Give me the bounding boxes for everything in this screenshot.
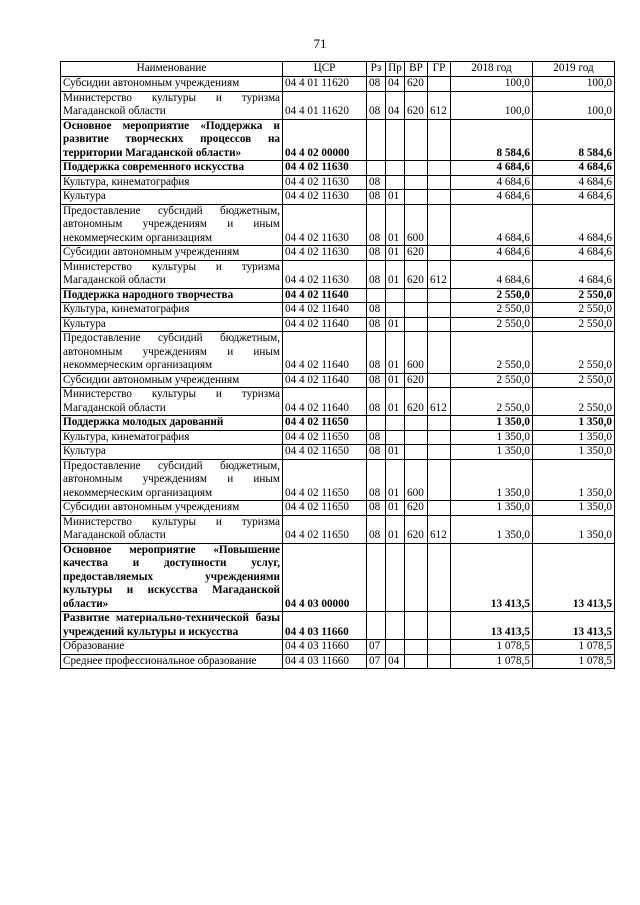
cell-vr [405, 416, 428, 431]
cell-pr: 04 [386, 654, 405, 669]
cell-gr [428, 175, 451, 190]
cell-gr: 612 [428, 91, 451, 119]
cell-name: Культура, кинематография [61, 175, 283, 190]
table-row [61, 373, 615, 388]
cell-rz: 08 [367, 175, 386, 190]
cell-vr: 620 [405, 246, 428, 261]
cell-csr: 04 4 02 11640 [283, 373, 367, 388]
cell-csr: 04 4 02 11640 [283, 288, 367, 303]
cell-pr [386, 161, 405, 176]
cell-gr [428, 204, 451, 246]
cell-vr: 600 [405, 459, 428, 501]
cell-2019: 4 684,6 [533, 204, 615, 246]
cell-gr [428, 332, 451, 374]
cell-2019: 4 684,6 [533, 175, 615, 190]
cell-csr: 04 4 02 11650 [283, 430, 367, 445]
cell-pr: 01 [386, 515, 405, 543]
cell-csr: 04 4 02 11630 [283, 204, 367, 246]
cell-vr [405, 445, 428, 460]
cell-rz [367, 119, 386, 161]
cell-vr: 620 [405, 91, 428, 119]
cell-2019: 8 584,6 [533, 119, 615, 161]
cell-pr [386, 175, 405, 190]
table-row [61, 119, 615, 161]
cell-rz [367, 416, 386, 431]
cell-pr: 01 [386, 459, 405, 501]
cell-name: Субсидии автономным учреждениям [61, 373, 283, 388]
page-number: 71 [313, 36, 327, 51]
cell-2018: 4 684,6 [451, 175, 533, 190]
header-vr: ВР [405, 62, 428, 77]
header-name: Наименование [61, 62, 283, 77]
cell-pr [386, 303, 405, 318]
table-row [61, 246, 615, 261]
cell-rz: 08 [367, 303, 386, 318]
header-2019: 2019 год [533, 62, 615, 77]
header-rz: Рз [367, 62, 386, 77]
cell-gr [428, 654, 451, 669]
cell-name: Министерство культуры и туризма Магаданской области [61, 91, 283, 119]
cell-2019: 4 684,6 [533, 161, 615, 176]
cell-name: Поддержка современного искусства [61, 161, 283, 176]
cell-2019: 1 350,0 [533, 430, 615, 445]
cell-2019: 4 684,6 [533, 260, 615, 288]
cell-gr [428, 77, 451, 92]
cell-vr [405, 654, 428, 669]
cell-rz: 08 [367, 260, 386, 288]
cell-rz [367, 612, 386, 640]
table-row [61, 445, 615, 460]
table-row [61, 612, 615, 640]
cell-csr: 04 4 03 00000 [283, 543, 367, 612]
cell-2019: 1 350,0 [533, 459, 615, 501]
cell-gr [428, 119, 451, 161]
cell-vr [405, 303, 428, 318]
cell-2019: 2 550,0 [533, 373, 615, 388]
cell-pr: 04 [386, 91, 405, 119]
cell-gr [428, 445, 451, 460]
cell-name: Министерство культуры и туризма Магаданской области [61, 260, 283, 288]
cell-pr [386, 119, 405, 161]
cell-rz: 08 [367, 190, 386, 205]
cell-vr [405, 612, 428, 640]
cell-2019: 1 350,0 [533, 416, 615, 431]
cell-2018: 1 350,0 [451, 430, 533, 445]
cell-2018: 1 350,0 [451, 445, 533, 460]
cell-2018: 100,0 [451, 91, 533, 119]
cell-pr: 01 [386, 246, 405, 261]
cell-rz: 07 [367, 640, 386, 655]
cell-rz: 08 [367, 430, 386, 445]
cell-name: Образование [61, 640, 283, 655]
cell-pr [386, 543, 405, 612]
cell-csr: 04 4 02 11640 [283, 388, 367, 416]
cell-gr [428, 501, 451, 516]
cell-rz: 08 [367, 204, 386, 246]
cell-2019: 4 684,6 [533, 190, 615, 205]
cell-vr: 620 [405, 515, 428, 543]
cell-name: Предоставление субсидий бюджетным, автономным учреждениям и иным некоммерческим организациям [61, 459, 283, 501]
cell-rz: 08 [367, 459, 386, 501]
cell-pr: 01 [386, 317, 405, 332]
table-row [61, 303, 615, 318]
cell-2019: 100,0 [533, 91, 615, 119]
cell-pr: 04 [386, 77, 405, 92]
cell-gr [428, 543, 451, 612]
header-csr: ЦСР [283, 62, 367, 77]
cell-rz: 08 [367, 332, 386, 374]
cell-2018: 2 550,0 [451, 373, 533, 388]
cell-2019: 2 550,0 [533, 317, 615, 332]
cell-name: Культура [61, 445, 283, 460]
table-row [61, 654, 615, 669]
cell-2019: 1 350,0 [533, 501, 615, 516]
cell-name: Поддержка молодых дарований [61, 416, 283, 431]
cell-rz [367, 288, 386, 303]
cell-pr [386, 640, 405, 655]
cell-csr: 04 4 02 11650 [283, 515, 367, 543]
cell-name: Культура, кинематография [61, 303, 283, 318]
cell-2019: 13 413,5 [533, 612, 615, 640]
cell-csr: 04 4 02 11650 [283, 459, 367, 501]
cell-csr: 04 4 02 11640 [283, 332, 367, 374]
table-row [61, 161, 615, 176]
cell-2019: 2 550,0 [533, 332, 615, 374]
cell-2018: 2 550,0 [451, 288, 533, 303]
cell-name: Министерство культуры и туризма Магаданской области [61, 388, 283, 416]
cell-pr: 01 [386, 190, 405, 205]
cell-csr: 04 4 02 11630 [283, 175, 367, 190]
cell-name: Основное мероприятие «Повышение качества и доступности услуг, предоставляемых учреждениями культуры и искусства Магаданской области» [61, 543, 283, 612]
cell-2018: 2 550,0 [451, 388, 533, 416]
table-row [61, 332, 615, 374]
cell-csr: 04 4 02 11650 [283, 501, 367, 516]
cell-vr: 620 [405, 77, 428, 92]
cell-csr: 04 4 03 11660 [283, 640, 367, 655]
cell-vr [405, 543, 428, 612]
cell-rz: 08 [367, 91, 386, 119]
cell-rz: 08 [367, 373, 386, 388]
cell-rz [367, 543, 386, 612]
cell-2019: 4 684,6 [533, 246, 615, 261]
cell-vr: 620 [405, 373, 428, 388]
cell-rz: 08 [367, 317, 386, 332]
cell-name: Культура, кинематография [61, 430, 283, 445]
cell-vr: 620 [405, 260, 428, 288]
cell-csr: 04 4 02 11630 [283, 246, 367, 261]
cell-gr [428, 459, 451, 501]
cell-name: Культура [61, 190, 283, 205]
table-row [61, 430, 615, 445]
cell-pr [386, 288, 405, 303]
cell-2018: 4 684,6 [451, 260, 533, 288]
cell-rz: 07 [367, 654, 386, 669]
cell-2018: 4 684,6 [451, 190, 533, 205]
cell-name: Министерство культуры и туризма Магаданской области [61, 515, 283, 543]
cell-rz: 08 [367, 515, 386, 543]
cell-name: Поддержка народного творчества [61, 288, 283, 303]
table-row [61, 204, 615, 246]
cell-gr: 612 [428, 260, 451, 288]
table-row [61, 77, 615, 92]
cell-gr [428, 373, 451, 388]
table-row [61, 260, 615, 288]
cell-gr: 612 [428, 388, 451, 416]
cell-2019: 2 550,0 [533, 388, 615, 416]
cell-vr [405, 161, 428, 176]
cell-vr [405, 317, 428, 332]
cell-vr: 620 [405, 501, 428, 516]
cell-name: Предоставление субсидий бюджетным, автономным учреждениям и иным некоммерческим организациям [61, 204, 283, 246]
cell-pr: 01 [386, 501, 405, 516]
cell-2018: 4 684,6 [451, 204, 533, 246]
cell-name: Развитие материально-технической базы учреждений культуры и искусства [61, 612, 283, 640]
cell-csr: 04 4 02 11630 [283, 161, 367, 176]
table-row [61, 317, 615, 332]
cell-2018: 1 078,5 [451, 640, 533, 655]
cell-gr [428, 416, 451, 431]
cell-2018: 2 550,0 [451, 332, 533, 374]
cell-rz: 08 [367, 501, 386, 516]
cell-2019: 2 550,0 [533, 288, 615, 303]
cell-2019: 2 550,0 [533, 303, 615, 318]
cell-2018: 1 350,0 [451, 416, 533, 431]
cell-name: Предоставление субсидий бюджетным, автономным учреждениям и иным некоммерческим организациям [61, 332, 283, 374]
cell-2019: 1 350,0 [533, 445, 615, 460]
cell-gr: 612 [428, 515, 451, 543]
table-row [61, 175, 615, 190]
cell-2018: 1 350,0 [451, 459, 533, 501]
cell-2018: 1 350,0 [451, 515, 533, 543]
cell-gr [428, 303, 451, 318]
cell-name: Субсидии автономным учреждениям [61, 77, 283, 92]
cell-rz: 08 [367, 246, 386, 261]
cell-pr: 01 [386, 388, 405, 416]
table-row [61, 91, 615, 119]
cell-pr: 01 [386, 445, 405, 460]
cell-csr: 04 4 01 11620 [283, 77, 367, 92]
cell-2018: 1 078,5 [451, 654, 533, 669]
cell-name: Субсидии автономным учреждениям [61, 501, 283, 516]
table-row [61, 515, 615, 543]
cell-vr: 600 [405, 332, 428, 374]
cell-rz: 08 [367, 77, 386, 92]
cell-2018: 13 413,5 [451, 612, 533, 640]
cell-gr [428, 161, 451, 176]
cell-csr: 04 4 02 11650 [283, 416, 367, 431]
cell-vr [405, 119, 428, 161]
cell-gr [428, 430, 451, 445]
budget-table [60, 61, 615, 669]
cell-gr [428, 317, 451, 332]
cell-2019: 13 413,5 [533, 543, 615, 612]
cell-2019: 1 078,5 [533, 640, 615, 655]
cell-pr: 01 [386, 260, 405, 288]
table-row [61, 288, 615, 303]
cell-rz: 08 [367, 388, 386, 416]
cell-csr: 04 4 01 11620 [283, 91, 367, 119]
cell-pr: 01 [386, 373, 405, 388]
cell-vr [405, 190, 428, 205]
header-gr: ГР [428, 62, 451, 77]
cell-vr: 620 [405, 388, 428, 416]
cell-vr [405, 175, 428, 190]
cell-name: Среднее профессиональное образование [61, 654, 283, 669]
cell-pr: 01 [386, 332, 405, 374]
cell-csr: 04 4 02 11650 [283, 445, 367, 460]
cell-2019: 1 078,5 [533, 654, 615, 669]
cell-gr [428, 190, 451, 205]
cell-rz: 08 [367, 445, 386, 460]
cell-vr: 600 [405, 204, 428, 246]
cell-csr: 04 4 03 11660 [283, 612, 367, 640]
cell-vr [405, 640, 428, 655]
cell-csr: 04 4 02 11630 [283, 190, 367, 205]
cell-gr [428, 288, 451, 303]
cell-name: Основное мероприятие «Поддержка и развитие творческих процессов на территории Магаданской области» [61, 119, 283, 161]
cell-csr: 04 4 02 00000 [283, 119, 367, 161]
cell-pr [386, 612, 405, 640]
cell-csr: 04 4 03 11660 [283, 654, 367, 669]
cell-2018: 100,0 [451, 77, 533, 92]
table-body [61, 77, 615, 669]
header-pr: Пр [386, 62, 405, 77]
table-header-row [61, 62, 615, 77]
cell-name: Культура [61, 317, 283, 332]
cell-vr [405, 430, 428, 445]
table-row [61, 416, 615, 431]
cell-2019: 100,0 [533, 77, 615, 92]
table-row [61, 190, 615, 205]
cell-2018: 8 584,6 [451, 119, 533, 161]
table-row [61, 640, 615, 655]
header-2018: 2018 год [451, 62, 533, 77]
table-row [61, 388, 615, 416]
cell-2019: 1 350,0 [533, 515, 615, 543]
cell-rz [367, 161, 386, 176]
cell-gr [428, 640, 451, 655]
cell-name: Субсидии автономным учреждениям [61, 246, 283, 261]
cell-pr [386, 416, 405, 431]
cell-pr [386, 430, 405, 445]
table-row [61, 543, 615, 612]
cell-pr: 01 [386, 204, 405, 246]
cell-2018: 2 550,0 [451, 303, 533, 318]
cell-csr: 04 4 02 11640 [283, 317, 367, 332]
cell-gr [428, 246, 451, 261]
cell-2018: 1 350,0 [451, 501, 533, 516]
cell-2018: 4 684,6 [451, 161, 533, 176]
table-row [61, 459, 615, 501]
cell-2018: 13 413,5 [451, 543, 533, 612]
cell-2018: 2 550,0 [451, 317, 533, 332]
cell-vr [405, 288, 428, 303]
cell-gr [428, 612, 451, 640]
cell-csr: 04 4 02 11640 [283, 303, 367, 318]
cell-2018: 4 684,6 [451, 246, 533, 261]
cell-csr: 04 4 02 11630 [283, 260, 367, 288]
table-row [61, 501, 615, 516]
